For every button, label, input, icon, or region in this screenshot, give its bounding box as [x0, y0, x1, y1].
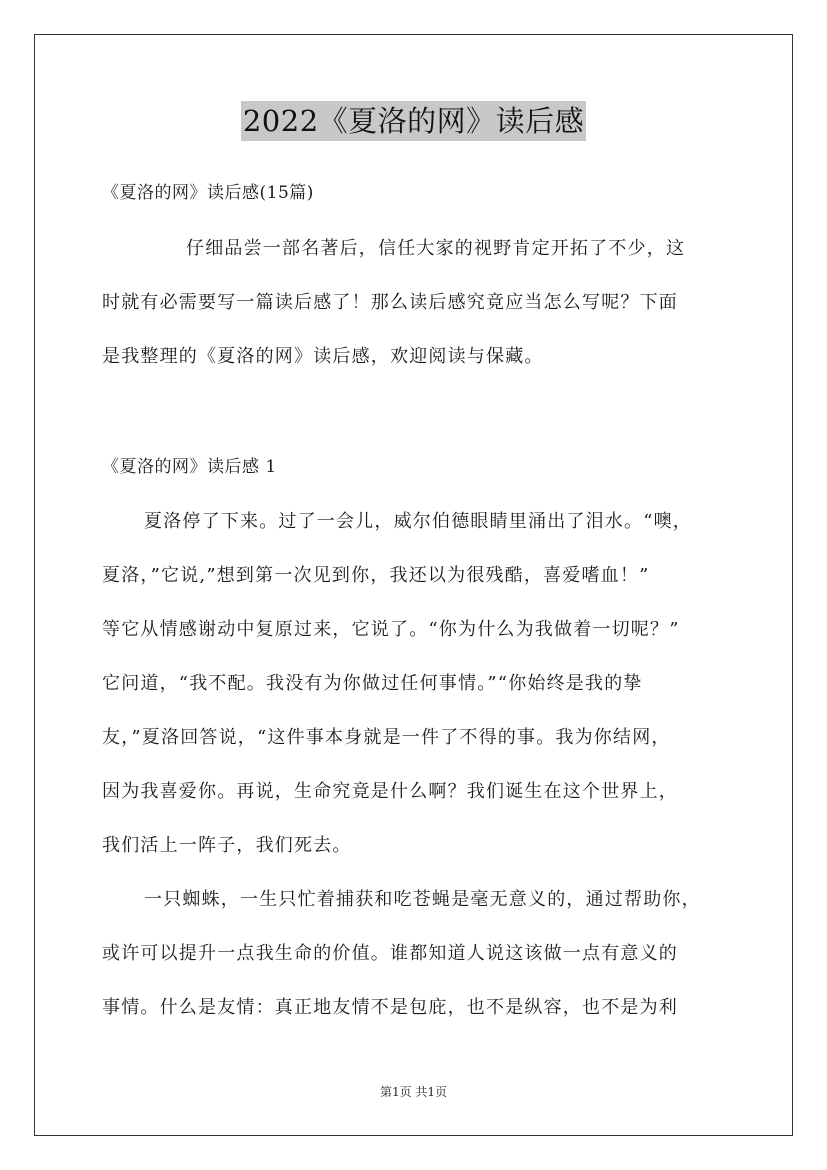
- paragraph-line: 或许可以提升一点我生命的价值。谁都知道人说这该做一点有意义的: [102, 943, 678, 964]
- paragraph-line: 等它从情感谢动中复原过来，它说了。“你为什么为我做着一切呢？”: [102, 619, 680, 640]
- intro-line: 仔细品尝一部名著后，信任大家的视野肯定开拓了不少，这: [186, 238, 686, 259]
- section-heading: 《夏洛的网》读后感 1: [102, 457, 277, 477]
- intro-line: 时就有必需要写一篇读后感了！那么读后感究竟应当怎么写呢？下面: [102, 292, 678, 313]
- document-title: 2022《夏洛的网》读后感: [241, 101, 586, 141]
- paragraph-line: 它问道，“我不配。我没有为你做过任何事情。”“你始终是我的挚: [102, 673, 643, 694]
- document-subtitle: 《夏洛的网》读后感(15篇): [102, 183, 314, 203]
- paragraph-line: 事情。什么是友情：真正地友情不是包庇，也不是纵容，也不是为利: [102, 997, 678, 1018]
- paragraph-line: 友，”夏洛回答说，“这件事本身就是一件了不得的事。我为你结网，: [102, 727, 671, 748]
- intro-line: 是我整理的《夏洛的网》读后感，欢迎阅读与保藏。: [102, 346, 544, 367]
- paragraph-line: 我们活上一阵子，我们死去。: [102, 835, 352, 856]
- paragraph-line: 夏洛，”它说,”想到第一次见到你，我还以为很残酷，喜爱嗜血！”: [102, 565, 650, 586]
- title-container: [0, 101, 827, 141]
- page-footer: 第1页 共1页: [379, 1085, 448, 1099]
- paragraph-line: 夏洛停了下来。过了一会儿，威尔伯德眼睛里涌出了泪水。“噢，: [144, 511, 692, 532]
- paragraph-line: 一只蜘蛛，一生只忙着捕获和吃苍蝇是毫无意义的，通过帮助你，: [144, 889, 701, 910]
- paragraph-line: 因为我喜爱你。再说，生命究竟是什么啊？我们诞生在这个世界上，: [102, 781, 678, 802]
